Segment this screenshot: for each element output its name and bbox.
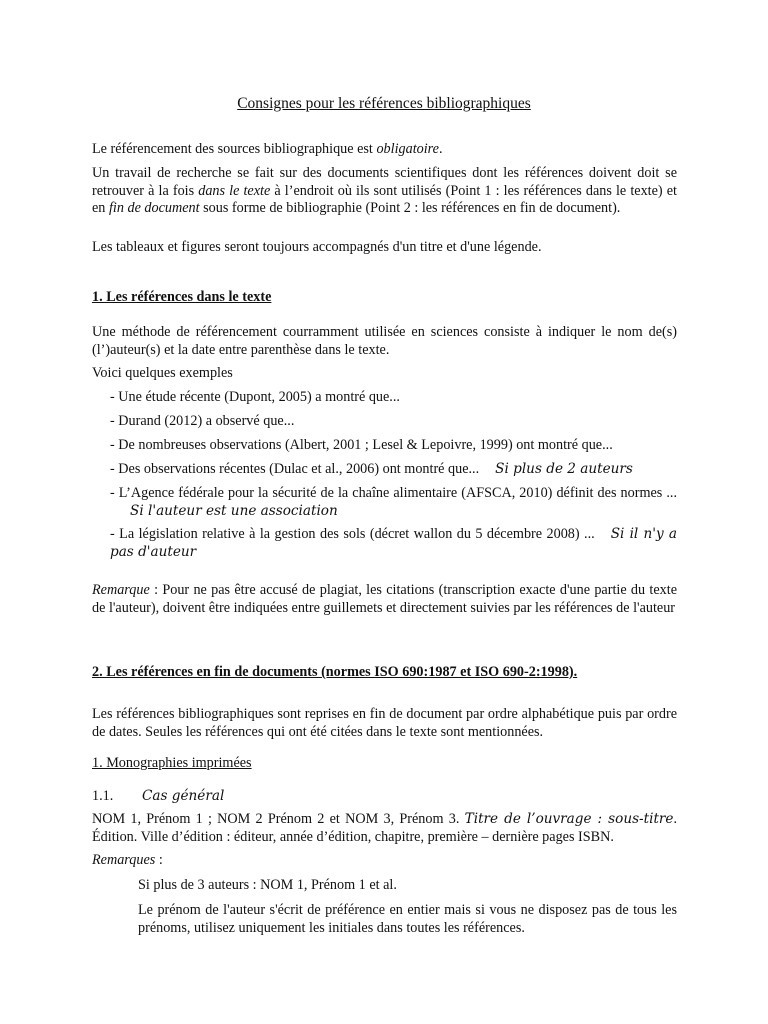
remark-item-1: Si plus de 3 auteurs : NOM 1, Prénom 1 et al.: [138, 877, 397, 893]
remark-label: Remarque: [92, 582, 150, 598]
document-title: Consignes pour les références bibliographiques: [237, 95, 531, 112]
text-run: - L’Agence fédérale pour la sécurité de la chaîne alimentaire (AFSCA, 2010) définit des normes ...: [110, 485, 677, 501]
section-1-heading: 1. Les références dans le texte: [92, 289, 272, 305]
reference-format: [92, 811, 677, 846]
text-run: Le référencement des sources bibliographique est: [92, 141, 377, 157]
remark-paragraph: [92, 582, 677, 617]
example-item-5: [110, 485, 677, 520]
example-item-3: - De nombreuses observations (Albert, 2001 ; Lesel & Lepoivre, 1999) ont montré que...: [110, 437, 613, 453]
examples-label: Voici quelques exemples: [92, 365, 233, 381]
text-run: à l’endroit où ils sont utilisés (Point 1 : les références dans le texte) et en: [92, 182, 677, 216]
text-run: NOM 1, Prénom 1 ; NOM 2 Prénom 2 et NOM 3, Prénom 3.: [92, 811, 465, 827]
intro-paragraph-1: [92, 141, 677, 159]
example-item-2: - Durand (2012) a observé que...: [110, 413, 295, 429]
section-2-paragraph: Les références bibliographiques sont reprises en fin de document par ordre alphabétique puis par ordre de dates. Seules les références qui ont été citées dans le texte sont mentionnées.: [92, 706, 677, 740]
text-run: - La législation relative à la gestion des sols (décret wallon du 5 décembre 2008) ...: [110, 526, 595, 542]
subsection-number: 1.1.: [92, 788, 114, 804]
example-note: Si plus de 2 auteurs: [495, 461, 633, 477]
example-note: Si l'auteur est une association: [130, 502, 338, 519]
emphasis-dans-le-texte: dans le texte: [198, 182, 271, 199]
subsection-label: Cas général: [142, 788, 225, 804]
text-run: - Des observations récentes (Dulac et al., 2006) ont montré que...: [110, 461, 480, 477]
intro-paragraph-3: Les tableaux et figures seront toujours accompagnés d'un titre et d'une légende.: [92, 239, 542, 255]
remarks-label-line: [92, 852, 677, 870]
example-item-4: [110, 461, 677, 479]
remarks-label: Remarques: [92, 852, 156, 868]
subsection-1-1-heading: [92, 788, 677, 806]
subsection-1-heading: 1. Monographies imprimées: [92, 755, 252, 771]
emphasis-obligatoire: obligatoire: [376, 141, 439, 157]
example-note: Si il n'y a pas d'auteur: [110, 526, 677, 560]
format-title-placeholder: Titre de l’ouvrage : sous-titre: [464, 811, 674, 827]
text-run: .: [438, 141, 443, 157]
example-item-6: [110, 526, 677, 561]
text-run: Un travail de recherche se fait sur des documents scientifiques dont les références doivent doit se retrouver à la fois: [92, 165, 677, 199]
intro-paragraph-2: [92, 165, 677, 218]
text-run: . Édition. Ville d’édition : éditeur, année d’édition, chapitre, première – dernière pages ISBN.: [92, 811, 678, 845]
text-run: : Pour ne pas être accusé de plagiat, les citations (transcription exacte d'une partie du texte de l'auteur), doivent être indiquées entre guillemets et directement suivies par les références de l'auteur: [92, 582, 677, 616]
section-1-paragraph: Une méthode de référencement courramment utilisée en sciences consiste à indiquer le nom de(s) (l’)auteur(s) et la date entre parenthèse dans le texte.: [92, 324, 677, 358]
text-run: sous forme de bibliographie (Point 2 : les références en fin de document).: [199, 200, 621, 216]
example-item-1: - Une étude récente (Dupont, 2005) a montré que...: [110, 389, 400, 405]
emphasis-fin-de-document: fin de document: [108, 200, 200, 216]
remark-item-2: Le prénom de l'auteur s'écrit de préférence en entier mais si vous ne disposez pas de tous les prénoms, utilisez uniquement les initiales dans toutes les références.: [138, 902, 677, 936]
section-2-heading: 2. Les références en fin de documents (normes ISO 690:1987 et ISO 690-2:1998).: [92, 664, 578, 680]
text-run: :: [155, 852, 163, 868]
